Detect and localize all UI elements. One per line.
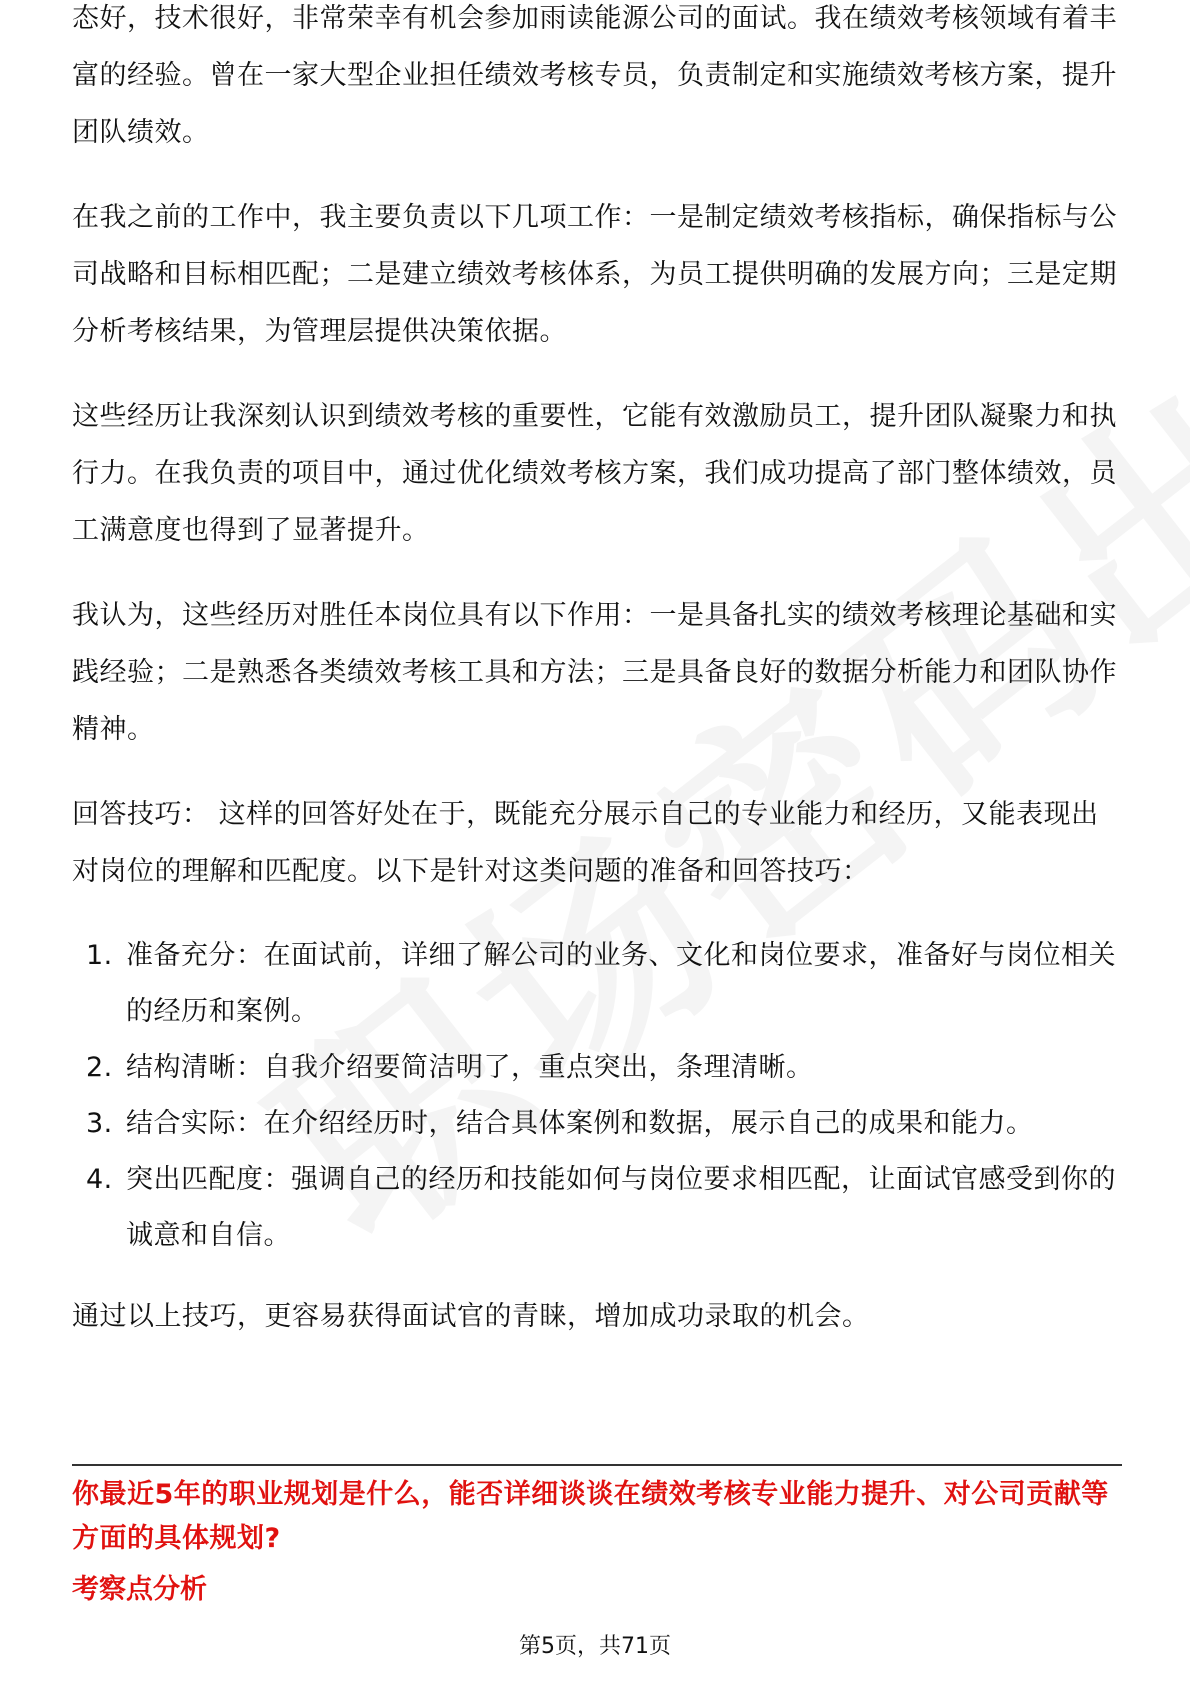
answer-body <box>72 3 1122 1373</box>
list-item-number: 2. <box>86 1052 113 1083</box>
list-item <box>72 1152 1122 1264</box>
list-item <box>72 1096 1122 1152</box>
page-number: 第5页，共71页 <box>519 1634 671 1659</box>
list-item <box>72 928 1122 1040</box>
list-item-text: 准备充分：在面试前，详细了解公司的业务、文化和岗位要求，准备好与岗位相关的经历和案例。 <box>126 940 1116 1027</box>
list-item-number: 1. <box>86 940 113 971</box>
answer-tips-intro: 回答技巧： 这样的回答好处在于，既能充分展示自己的专业能力和经历，又能表现出对岗位的理解和匹配度。以下是针对这类问题的准备和回答技巧： <box>72 799 1099 887</box>
answer-paragraph-impact: 这些经历让我深刻认识到绩效考核的重要性，它能有效激励员工，提升团队凝聚力和执行力。在我负责的项目中，通过优化绩效考核方案，我们成功提高了部门整体绩效，员工满意度也得到了显著提升。 <box>72 401 1117 546</box>
analysis-label: 考察点分析 <box>72 1574 207 1605</box>
tips-list <box>72 928 1122 1264</box>
list-item-number: 4. <box>86 1164 113 1195</box>
section-divider <box>72 1464 1122 1466</box>
list-item-text: 结构清晰：自我介绍要简洁明了，重点突出，条理清晰。 <box>126 1052 814 1083</box>
next-question-heading: 你最近5年的职业规划是什么，能否详细谈谈在绩效考核专业能力提升、对公司贡献等方面的具体规划? <box>72 1479 1109 1554</box>
list-item-text: 突出匹配度：强调自己的经历和技能如何与岗位要求相匹配，让面试官感受到你的诚意和自信。 <box>126 1164 1116 1251</box>
list-item-number: 3. <box>86 1108 113 1139</box>
answer-paragraph-fit: 我认为，这些经历对胜任本岗位具有以下作用：一是具备扎实的绩效考核理论基础和实践经验；二是熟悉各类绩效考核工具和方法；三是具备良好的数据分析能力和团队协作精神。 <box>72 600 1117 745</box>
answer-paragraph-duties: 在我之前的工作中，我主要负责以下几项工作：一是制定绩效考核指标，确保指标与公司战略和目标相匹配；二是建立绩效考核体系，为员工提供明确的发展方向；三是定期分析考核结果，为管理层提供决策依据。 <box>72 202 1117 347</box>
closing-paragraph: 通过以上技巧，更容易获得面试官的青睐，增加成功录取的机会。 <box>72 1301 870 1332</box>
answer-paragraph-intro: 态好，技术很好，非常荣幸有机会参加雨读能源公司的面试。我在绩效考核领域有着丰富的经验。曾在一家大型企业担任绩效考核专员，负责制定和实施绩效考核方案，提升团队绩效。 <box>72 3 1117 148</box>
list-item-text: 结合实际：在介绍经历时，结合具体案例和数据，展示自己的成果和能力。 <box>126 1108 1034 1139</box>
list-item <box>72 1040 1122 1096</box>
